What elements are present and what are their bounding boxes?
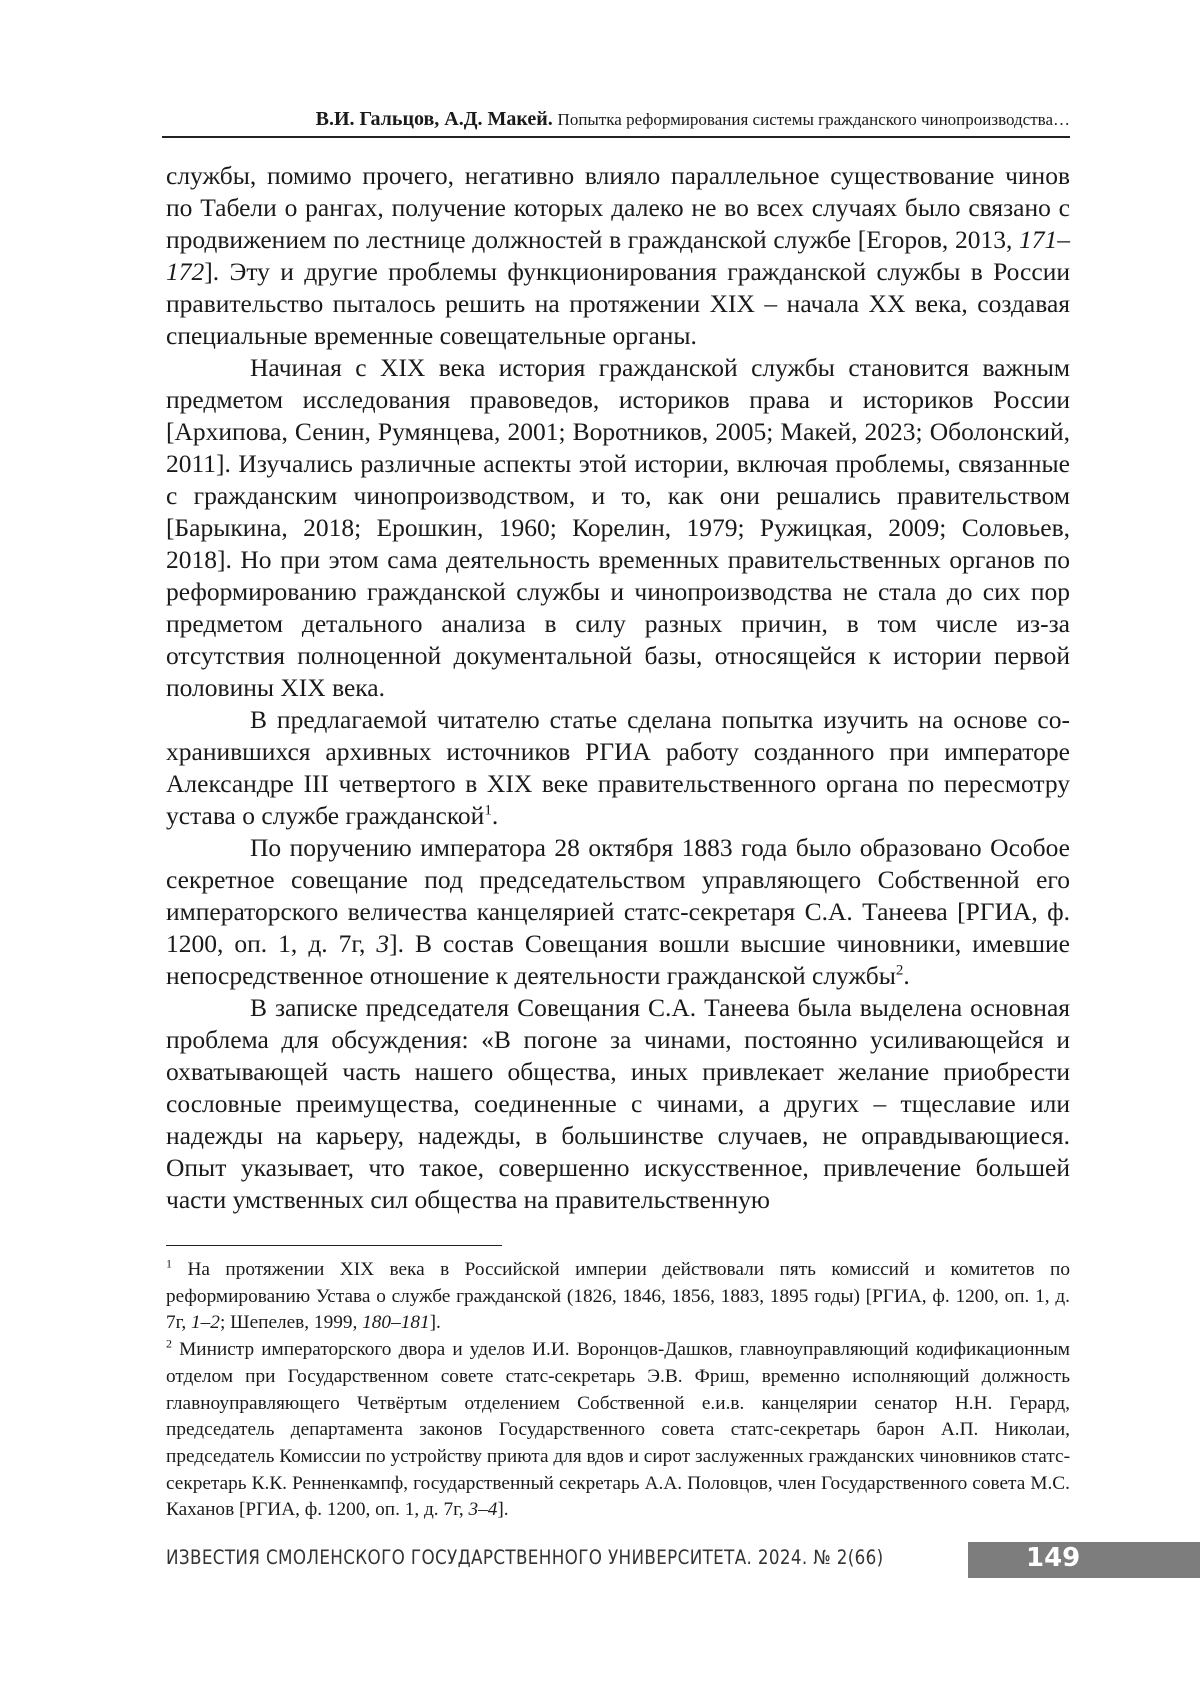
fn2-pages: 3–4 — [468, 1499, 498, 1521]
fn1-pages-a: 1–2 — [191, 1312, 220, 1334]
p1-pages: 171–172 — [166, 225, 1070, 286]
fn1-text-e: ]. — [429, 1312, 441, 1334]
p4-text-a: По поручению императора 28 октября 1883 года было образовано Особое секретное совещание под председательством управляющего Собственной его императорского величества канцелярией статс-секретаря С.А. Танеева [РГИА, ф. 1200, оп. 1, д. 7г, — [166, 833, 1070, 958]
fn2-text-a: Министр императорского двора и уделов И.И. Воронцов-Дашков, главноуправляющий кодификационным отделом при Государственном совете статс-секретарь Э.В. Фриш, временно исполняющий должность главноуправляющего Четвёртым отделением Собственной е.и.в. канцелярии сенатор Н.Н. Герард, председатель департамента законов Государственного совета статс-секретарь барон А.П. Николаи, председатель Комиссии по устройству приюта для вдов и сирот заслуженных гражданских чиновников статс-секретарь К.К. Ренненкампф, государственный секретарь А.А. Половцов, член Государственного совета М.С. Каханов [РГИА, ф. 1200, оп. 1, д. 7г, — [166, 1339, 1070, 1521]
paragraph-1 — [166, 160, 1070, 352]
fn1-text-a: На протяжении XIX века в Российской империи действовали пять комиссий и комитетов по реформированию Устава о службе гражданской (1826, 1846, 1856, 1883, 1895 годы) [РГИА, ф. 1200, оп. 1, д. 7г, — [166, 1259, 1070, 1334]
running-header — [162, 108, 1070, 138]
paragraph-2: Начиная с XIX века история гражданской службы становится важным предметом исследования правоведов, историков права и историков России [Архипова, Сенин, Румянцева, 2001; Воротников, 2005; Макей, 2023; Оболонский, 2011]. Изучались различные аспекты этой истории, включая проблемы, связанные с гражданским чинопроизводством, и то, как они решались правительством [Барыкина, 2018; Ерошкин, 1960; Корелин, 1979; Ружицкая, 2009; Соловьев, 2018]. Но при этом сама деятельность временных правительственных органов по реформированию гражданской службы и чинопроизводства не стала до сих пор предметом детального анализа в силу разных причин, в том числе из-за отсутствия полноценной документальной базы, относящейся к истории первой половины XIX века. — [166, 353, 1070, 702]
footnote-ref-2[interactable]: 2 — [895, 962, 904, 979]
footnote-divider — [166, 1245, 502, 1246]
p1-text-a: службы, помимо прочего, негативно влияло параллельное существование чинов по Табели о рангах, получение которых далеко не во всех случаях было связано с продвижением по лестнице должностей в гражданской службе [Егоров, 2013, — [166, 161, 1070, 254]
footnote-1 — [166, 1257, 1070, 1337]
fn2-text-c: ]. — [497, 1499, 509, 1521]
journal-name: ИЗВЕСТИЯ СМОЛЕНСКОГО ГОСУДАРСТВЕННОГО УНИВЕРСИТЕТА. 2024. № 2(66) — [166, 1546, 884, 1569]
article-body — [166, 160, 1070, 1216]
page-footer — [166, 1536, 1200, 1582]
footnote-2 — [166, 1337, 1070, 1524]
paragraph-5: В записке председателя Совещания С.А. Танеева была выделена основная проблема для обсуждения: «В погоне за чинами, постоянно усиливающейся и охватывающей часть нашего общества, иных привлекает желание приобрести сословные преимущества, соединенные с чинами, а других – тщеславие или надежды на карьеру, надежды, в большинстве случаев, не оправдывающиеся. Опыт указывает, что такое, совершенно искусственное, привлечение большей части умственных сил общества на правительственную — [166, 993, 1070, 1214]
footnote-2-number: 2 — [166, 1336, 172, 1351]
p4-page: 3 — [376, 929, 390, 958]
header-authors: В.И. Гальцов, А.Д. Макей. — [315, 108, 553, 130]
p3-end: . — [491, 801, 499, 830]
paragraph-3 — [166, 704, 1070, 832]
p3-text: В предлагаемой читателю статье сделана попытка изучить на основе сохранившихся архивных источников РГИА работу созданного при императоре Александре III четвертого в XIX веке правительственного органа по пересмотру устава о службе гражданской — [166, 705, 1070, 830]
footnotes — [166, 1257, 1070, 1524]
p4-end: . — [903, 961, 910, 990]
fn1-text-c: ; Шепелев, 1999, — [219, 1312, 363, 1334]
p4-text-c: ]. В состав Совещания вошли высшие чиновники, имевшие непосредственное отношение к деятельности гражданской службы — [166, 929, 1070, 990]
fn1-pages-b: 180–181 — [362, 1312, 430, 1334]
page-number-box — [968, 1542, 1200, 1578]
paragraph-4 — [166, 832, 1070, 992]
footnote-ref-1[interactable]: 1 — [484, 802, 492, 819]
header-title: Попытка реформирования системы гражданского чинопроизводства… — [557, 110, 1070, 129]
p1-text-c: ]. Эту и другие проблемы функционирования гражданской службы в России правительство пыталось решить на протяжении XIX – начала XX века, создавая специальные временные совещательные органы. — [166, 257, 1070, 350]
page-number: 149 — [1026, 1543, 1081, 1573]
footnote-1-number: 1 — [166, 1256, 172, 1271]
